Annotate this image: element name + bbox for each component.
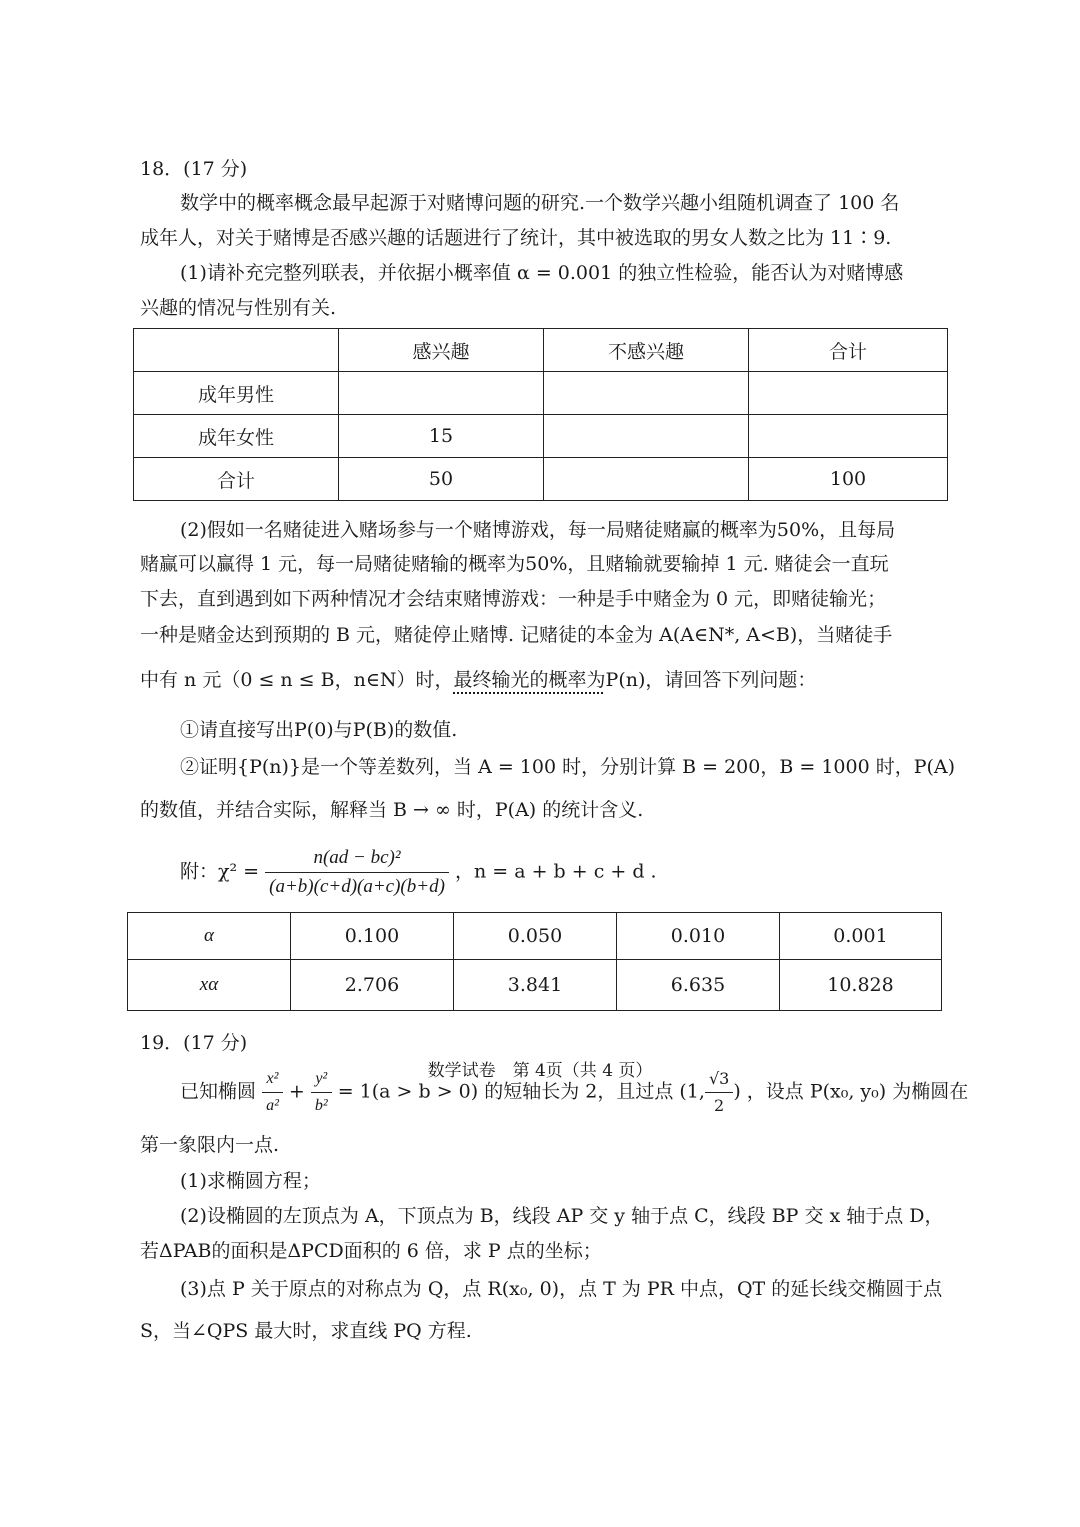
table-cell: 0.050 xyxy=(454,913,617,960)
fraction-numerator: √3 xyxy=(705,1066,733,1093)
formula-suffix: ，n = a + b + c + d . xyxy=(454,860,657,883)
q18-subquestion-1: ①请直接写出P(0)与P(B)的数值. xyxy=(180,719,458,741)
table-row xyxy=(134,372,948,415)
table-cell: 3.841 xyxy=(454,960,617,1011)
table-cell xyxy=(544,372,749,415)
table-cell xyxy=(749,415,948,458)
q19-part3-line: S，当∠QPS 最大时，求直线 PQ 方程. xyxy=(140,1320,472,1342)
q19-part1: (1)求椭圆方程； xyxy=(180,1170,321,1192)
table-cell: xα xyxy=(128,960,291,1011)
table-cell xyxy=(134,329,339,372)
table-row xyxy=(134,458,948,501)
table-cell: 合计 xyxy=(134,458,339,501)
table-cell: 6.635 xyxy=(617,960,780,1011)
plus-sign: + xyxy=(288,1080,305,1103)
q19-header: 19．(17 分) xyxy=(140,1032,248,1054)
table-cell xyxy=(749,372,948,415)
fraction-denominator: a² xyxy=(266,1097,279,1114)
q18-part2-line: 赌赢可以赢得 1 元，每一局赌徒赌输的概率为50%，且赌输就要输掉 1 元. 赌徒会一直玩 xyxy=(140,553,889,575)
point-close: ) xyxy=(733,1080,741,1103)
table-cell: 2.706 xyxy=(291,960,454,1011)
q18-paragraph-line: 数学中的概率概念最早起源于对赌博问题的研究.一个数学兴趣小组随机调查了 100 名 xyxy=(180,192,900,214)
table-cell: 成年男性 xyxy=(134,372,339,415)
chi-square-formula xyxy=(180,844,657,901)
page-footer: 数学试卷 第 4页（共 4 页） xyxy=(427,1061,653,1081)
table-cell xyxy=(339,372,544,415)
q19-paragraph-line: 第一象限内一点. xyxy=(140,1134,280,1156)
q18-part2-text: P(n)，请回答下列问题： xyxy=(605,669,817,691)
q19-part2-line: 若ΔPAB的面积是ΔPCD面积的 6 倍，求 P 点的坐标； xyxy=(140,1240,602,1262)
table-row xyxy=(128,960,942,1011)
formula-fraction xyxy=(265,844,449,901)
table-row xyxy=(134,415,948,458)
table-cell xyxy=(544,458,749,501)
table-cell: α xyxy=(128,913,291,960)
q19-part2-line: (2)设椭圆的左顶点为 A，下顶点为 B，线段 AP 交 y 轴于点 C，线段 BP 交 x 轴于点 D， xyxy=(180,1205,944,1227)
table-cell: 0.001 xyxy=(780,913,942,960)
formula-denominator: (a+b)(c+d)(a+c)(b+d) xyxy=(269,876,445,897)
table-row xyxy=(128,913,942,960)
contingency-table xyxy=(133,328,948,501)
q19-text: 已知椭圆 xyxy=(180,1080,257,1103)
table-cell: 成年女性 xyxy=(134,415,339,458)
q18-part2-line: 下去，直到遇到如下两种情况才会结束赌博游戏：一种是手中赌金为 0 元，即赌徒输光； xyxy=(140,588,887,610)
fraction-numerator: y² xyxy=(311,1066,332,1093)
fraction-denominator: 2 xyxy=(714,1096,725,1115)
table-header-row xyxy=(134,329,948,372)
q18-part1-line: (1)请补充完整列联表，并依据小概率值 α = 0.001 的独立性检验，能否认为对赌博感 xyxy=(180,262,904,284)
table-cell: 不感兴趣 xyxy=(544,329,749,372)
q18-part2-text: 中有 n 元（0 ≤ n ≤ B，n∈N）时， xyxy=(140,669,454,691)
fraction-numerator: x² xyxy=(262,1066,283,1093)
table-cell: 10.828 xyxy=(780,960,942,1011)
critical-value-table xyxy=(127,912,942,1011)
q19-part3-line: (3)点 P 关于原点的对称点为 Q，点 R(x₀, 0)，点 T 为 PR 中点，QT 的延长线交椭圆于点 xyxy=(180,1278,943,1300)
emphasis-text: 最终输光的概率为 xyxy=(453,669,606,691)
q18-paragraph-line: 成年人，对关于赌博是否感兴趣的话题进行了统计，其中被选取的男女人数之比为 11∶9. xyxy=(140,227,892,249)
q18-part1-line: 兴趣的情况与性别有关. xyxy=(140,297,337,319)
table-cell: 0.100 xyxy=(291,913,454,960)
table-cell xyxy=(544,415,749,458)
q19-text: = 1(a > b > 0) 的短轴长为 2，且过点 xyxy=(337,1080,674,1103)
q18-part2-line xyxy=(140,667,816,693)
table-cell: 0.010 xyxy=(617,913,780,960)
point-open: (1, xyxy=(679,1080,705,1103)
fraction-denominator: b² xyxy=(314,1097,328,1114)
q18-part2-line: (2)假如一名赌徒进入赌场参与一个赌博游戏，每一局赌徒赌赢的概率为50%，且每局 xyxy=(180,519,896,541)
q19-text: ，设点 P(x₀, y₀) 为椭圆在 xyxy=(746,1080,969,1103)
q18-part2-line: 一种是赌金达到预期的 B 元，赌徒停止赌博. 记赌徒的本金为 A(A∈N*, A<B)，当赌徒手 xyxy=(140,624,893,646)
q18-subquestion-2: 的数值，并结合实际，解释当 B → ∞ 时，P(A) 的统计含义. xyxy=(140,799,644,821)
table-cell: 50 xyxy=(339,458,544,501)
q18-subquestion-2: ②证明{P(n)}是一个等差数列，当 A = 100 时，分别计算 B = 200，B = 1000 时，P(A) xyxy=(180,756,956,778)
table-cell: 合计 xyxy=(749,329,948,372)
q18-header: 18．(17 分) xyxy=(140,158,248,180)
table-cell: 15 xyxy=(339,415,544,458)
table-cell: 感兴趣 xyxy=(339,329,544,372)
table-cell: 100 xyxy=(749,458,948,501)
formula-numerator: n(ad − bc)² xyxy=(265,844,449,873)
formula-prefix: 附：χ² = xyxy=(180,860,260,883)
